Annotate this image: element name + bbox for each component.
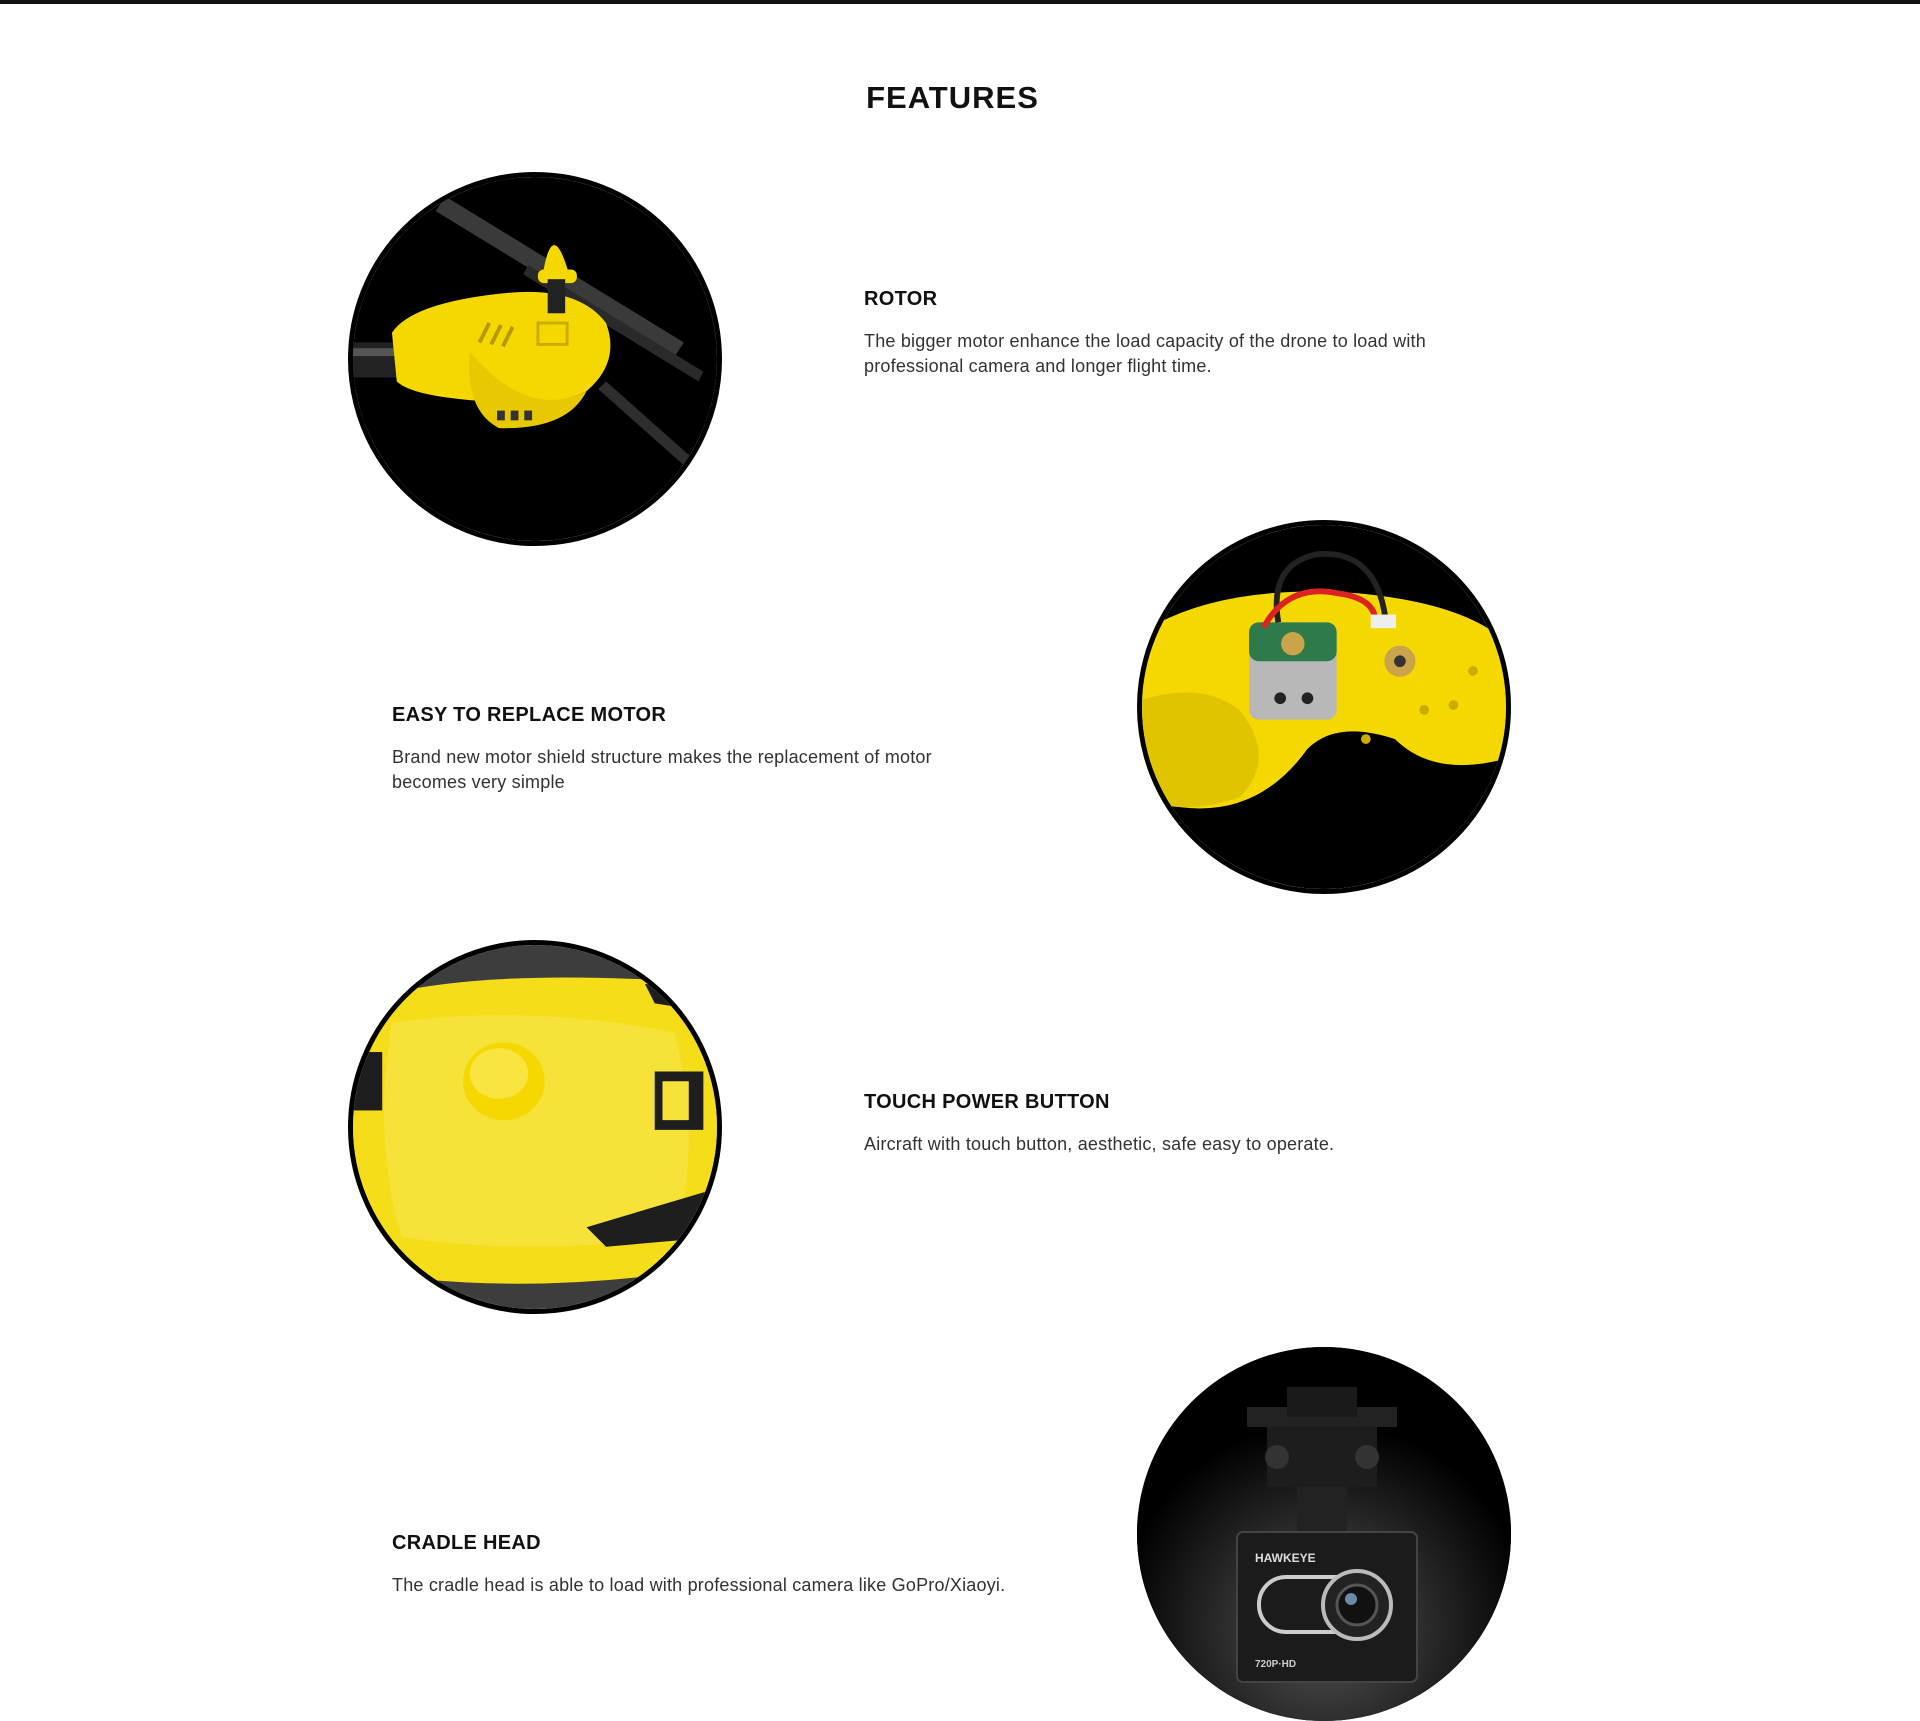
top-divider — [0, 0, 1920, 4]
feature-description: Aircraft with touch button, aesthetic, safe easy to operate. — [864, 1134, 1335, 1154]
camera-resolution-label: 720P·HD — [1255, 1659, 1297, 1670]
camera-gimbal-photo — [1137, 1347, 1511, 1721]
rotor-photo — [348, 172, 722, 546]
feature-cradle-head — [392, 1532, 1012, 1598]
feature-description: Brand new motor shield structure makes the replacement of motor becomes very simple — [392, 747, 932, 792]
feature-heading: EASY TO REPLACE MOTOR — [392, 704, 667, 726]
feature-power-button — [864, 1091, 1484, 1157]
power-button-photo — [348, 940, 722, 1314]
feature-heading: TOUCH POWER BUTTON — [864, 1091, 1110, 1113]
feature-description: The bigger motor enhance the load capacity of the drone to load with professional camera and longer flight time. — [864, 331, 1426, 376]
camera-brand-label: HAWKEYE — [1255, 1551, 1316, 1565]
feature-rotor — [864, 288, 1484, 379]
feature-replace-motor — [392, 704, 1012, 795]
feature-heading: ROTOR — [864, 288, 938, 310]
motor-photo — [1137, 520, 1511, 894]
feature-description: The cradle head is able to load with professional camera like GoPro/Xiaoyi. — [392, 1575, 1006, 1595]
feature-heading: CRADLE HEAD — [392, 1532, 541, 1554]
page-title: FEATURES — [866, 80, 1039, 115]
